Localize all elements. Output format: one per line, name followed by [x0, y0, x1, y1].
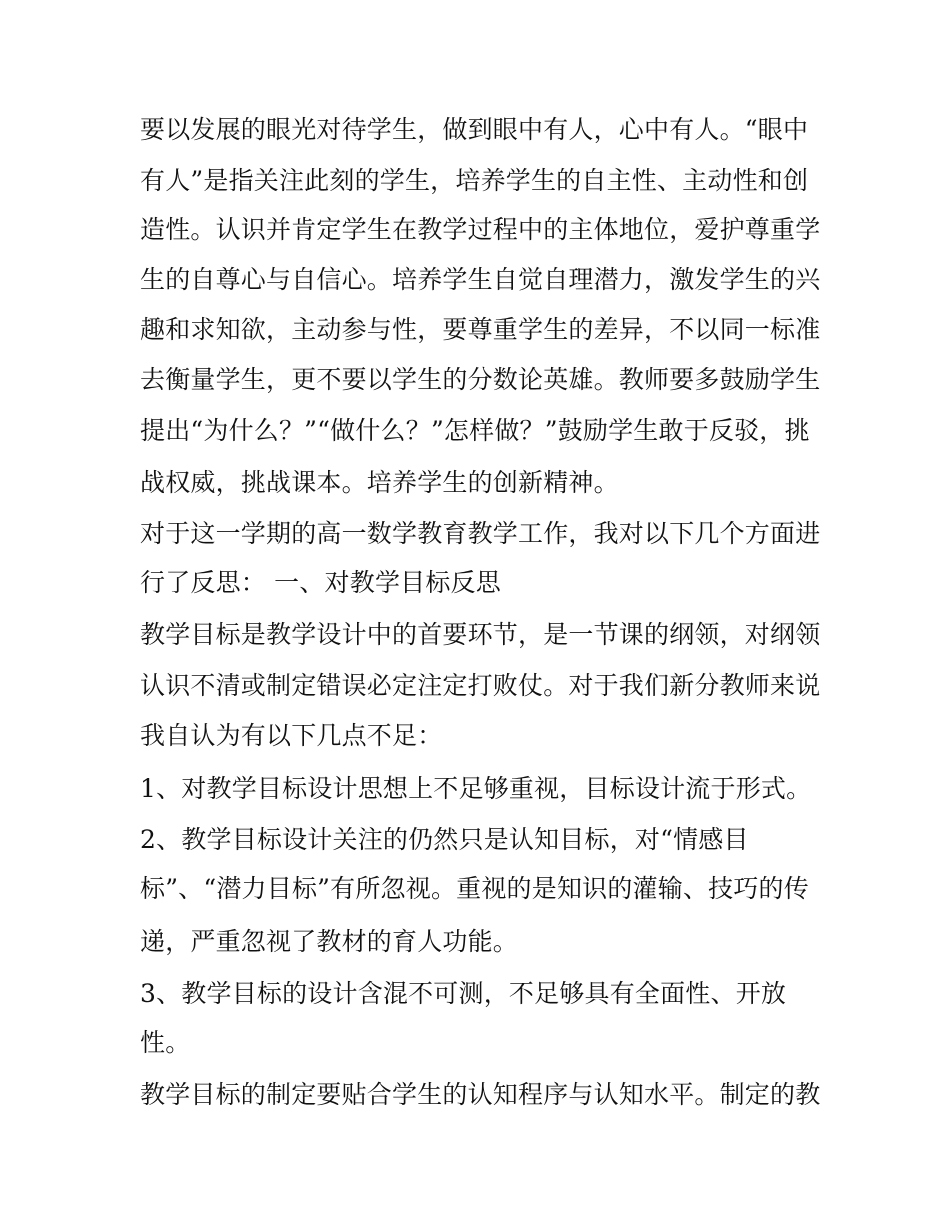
text-line: 2、教学目标设计关注的仍然只是认知目标，对“情感目	[140, 825, 749, 854]
text-line: 教学目标的制定要贴合学生的认知程序与认知水平。制定的教	[140, 1080, 821, 1109]
text-line: 标”、“潜力目标”有所忽视。重视的是知识的灌输、技巧的传	[140, 874, 809, 903]
text-line: 教学目标是教学设计中的首要环节，是一节课的纲领，对纲领	[140, 620, 821, 649]
text-line: 要以发展的眼光对待学生，做到眼中有人，心中有人。“眼中	[140, 115, 809, 144]
text-line: 3、教学目标的设计含混不可测，不足够具有全面性、开放	[140, 979, 787, 1008]
text-line: 对于这一学期的高一数学教育教学工作，我对以下几个方面进	[140, 519, 821, 548]
text-line: 造性。认识并肯定学生在教学过程中的主体地位，爱护尊重学	[140, 215, 821, 244]
text-line: 行了反思： 一、对教学目标反思	[140, 568, 501, 597]
text-line: 趣和求知欲，主动参与性，要尊重学生的差异，不以同一标准	[140, 315, 821, 344]
text-line: 战权威，挑战课本。培养学生的创新精神。	[140, 468, 619, 497]
text-line: 1、对教学目标设计思想上不足够重视，目标设计流于形式。	[140, 774, 812, 803]
text-line: 有人”是指关注此刻的学生，培养学生的自主性、主动性和创	[140, 166, 809, 195]
text-line: 递，严重忽视了教材的育人功能。	[140, 927, 519, 956]
text-line: 生的自尊心与自信心。培养学生自觉自理潜力，激发学生的兴	[140, 265, 821, 294]
text-line: 我自认为有以下几点不足：	[140, 721, 443, 750]
text-line: 提出“为什么？”“做什么？”怎样做？”鼓励学生敢于反驳，挑	[140, 416, 810, 445]
text-line: 去衡量学生，更不要以学生的分数论英雄。教师要多鼓励学生	[140, 365, 821, 394]
text-line: 认识不清或制定错误必定注定打败仗。对于我们新分教师来说	[140, 671, 821, 700]
text-line: 性。	[140, 1028, 191, 1057]
